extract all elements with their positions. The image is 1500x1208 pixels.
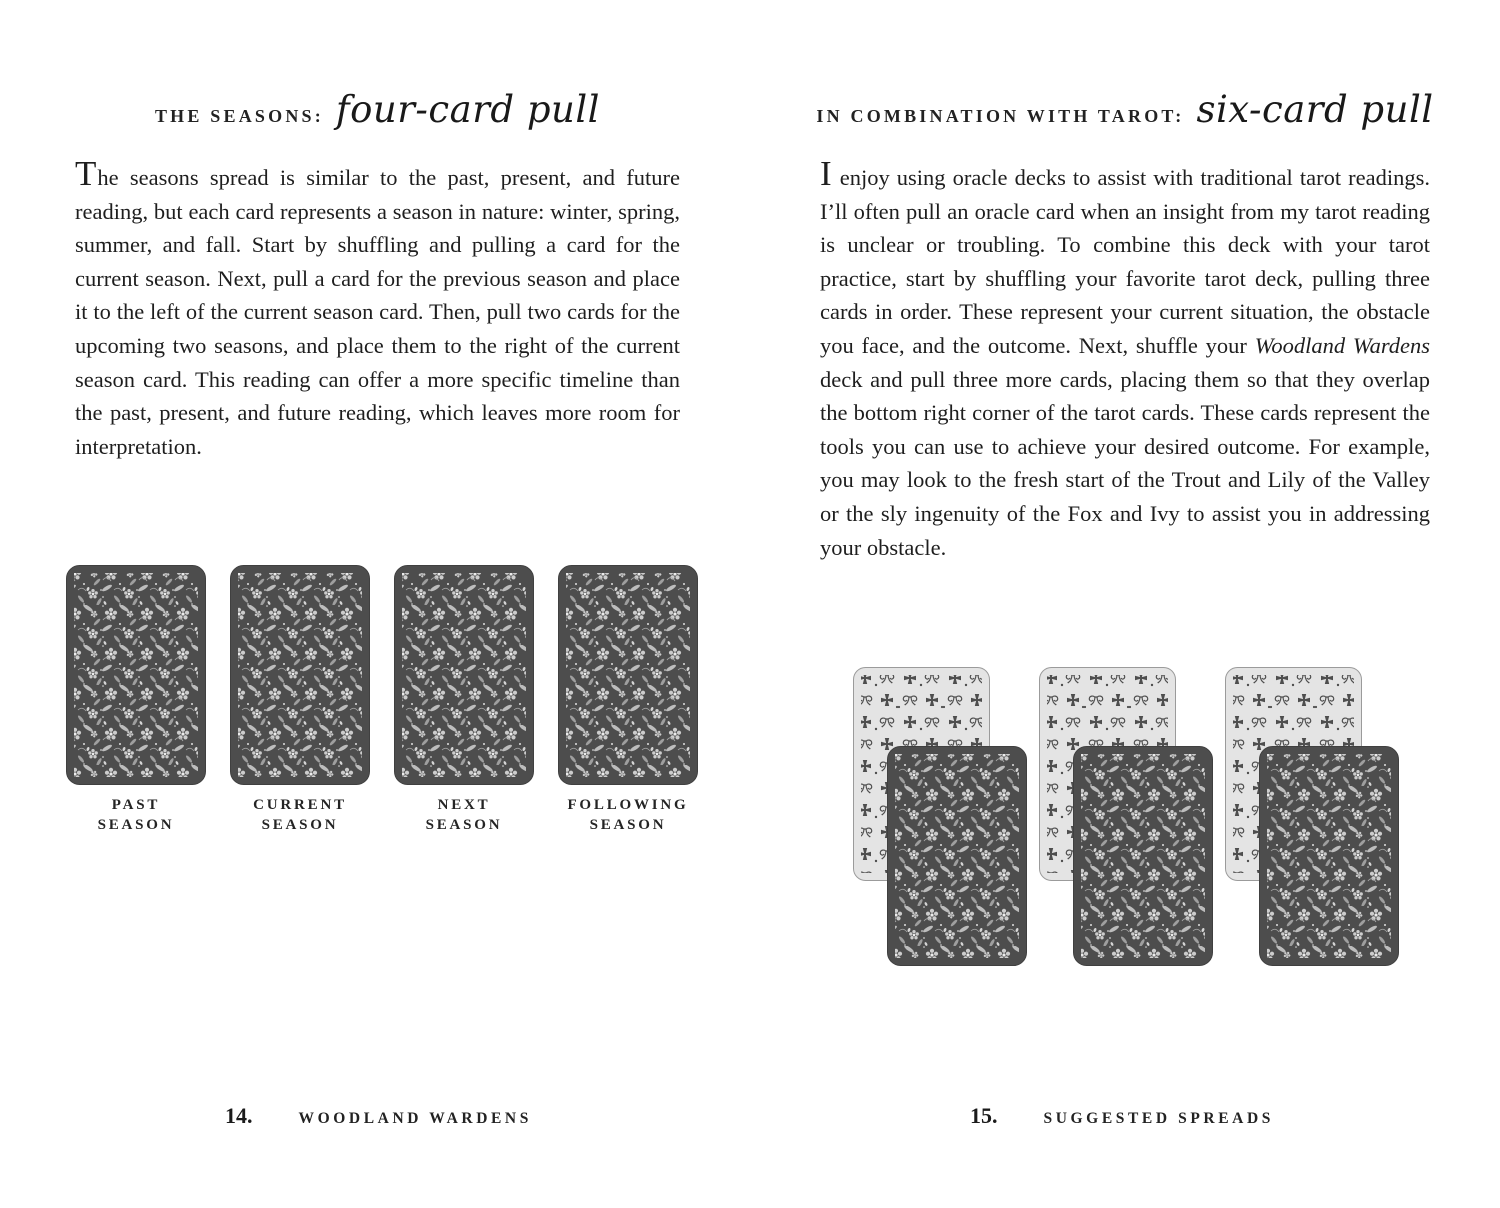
right-header-title: six-card pull [1196, 88, 1434, 131]
seasons-card-row [66, 565, 698, 836]
right-page-footer [970, 1103, 1274, 1129]
oracle-card-back-image [887, 746, 1027, 966]
season-card-label [558, 796, 698, 836]
card-label-line2: SEASON [97, 816, 175, 833]
oracle-card-back-image [394, 565, 534, 785]
oracle-card-back-image [1259, 746, 1399, 966]
season-card-past [66, 565, 206, 836]
tarot-spread-row [853, 667, 1399, 967]
oracle-card-back-image [230, 565, 370, 785]
page-number: 15. [970, 1103, 998, 1128]
left-header-title: four-card pull [335, 88, 601, 131]
card-label-line1: NEXT [437, 797, 491, 813]
oracle-card-back-image [66, 565, 206, 785]
left-header-kicker: THE SEASONS: [154, 106, 324, 126]
page-right [816, 0, 1434, 1208]
card-label-line2: SEASON [425, 816, 503, 833]
left-page-footer [225, 1103, 532, 1129]
tarot-oracle-pair-2 [1039, 667, 1213, 967]
card-label-line1: FOLLOWING [567, 797, 689, 813]
card-label-line1: CURRENT [253, 797, 347, 813]
season-card-next [394, 565, 534, 836]
right-body-deck-name: Woodland Wardens [1254, 332, 1430, 358]
season-card-following [558, 565, 698, 836]
oracle-card-back-image [558, 565, 698, 785]
right-body-text [820, 154, 1430, 564]
right-page-header [816, 88, 1433, 131]
page-left [75, 0, 689, 1208]
right-header-kicker: IN COMBINATION WITH TAROT: [816, 106, 1185, 126]
oracle-card-back-image [1073, 746, 1213, 966]
season-card-label [394, 796, 534, 836]
card-label-line1: PAST [111, 797, 161, 813]
left-body-text: The seasons spread is similar to the past, present, and future reading, but each card represents a season in nature: winter, spring, summer, and fall. Start by shuffling and pulling a card for the current season. Next, pull a card for the previous season and place it to the left of the current season card. Then, pull two cards for the upcoming two seasons, and place them to the right of the current season card. This reading can offer a more specific timeline than the past, present, and future reading, which leaves more room for interpretation. [75, 154, 680, 459]
footer-section-title: WOODLAND WARDENS [298, 1110, 532, 1127]
season-card-label [66, 796, 206, 836]
left-page-header [155, 88, 600, 131]
season-card-current [230, 565, 370, 836]
tarot-oracle-pair-1 [853, 667, 1027, 967]
card-label-line2: SEASON [589, 816, 667, 833]
card-label-line2: SEASON [261, 816, 339, 833]
right-body-segment-1: I enjoy using oracle decks to assist with traditional tarot readings. I’ll often pull an oracle card when an insight from my tarot reading is unclear or troubling. To combine this deck with your tarot practice, start by shuffling your favorite tarot deck, pulling three cards in order. These represent your current situation, the obstacle you face, and the outcome. Next, shuffle your [820, 154, 1430, 358]
season-card-label [230, 796, 370, 836]
right-body-segment-2: deck and pull three more cards, placing them so that they overlap the bottom right corner of the tarot cards. These cards represent the tools you can use to achieve your desired outcome. For example, you may look to the fresh start of the Trout and Lily of the Valley or the sly ingenuity of the Fox and Ivy to assist you in addressing your obstacle. [820, 366, 1430, 560]
page-number: 14. [225, 1103, 253, 1128]
tarot-oracle-pair-3 [1225, 667, 1399, 967]
footer-section-title: SUGGESTED SPREADS [1043, 1110, 1274, 1127]
